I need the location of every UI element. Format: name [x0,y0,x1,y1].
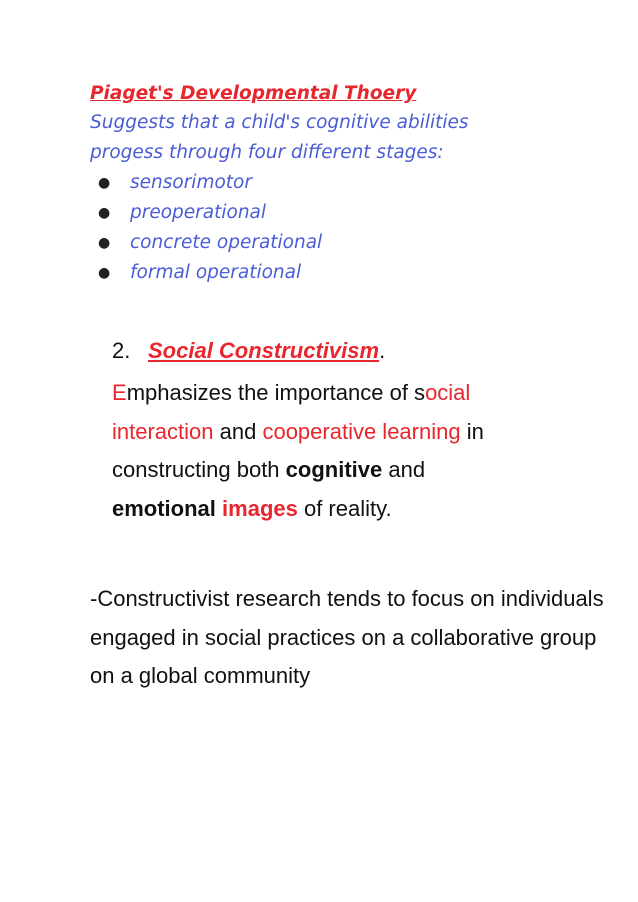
bullet-icon: ● [98,265,111,281]
section-paragraph [112,374,582,528]
list-item [90,258,610,288]
stages-list [90,168,610,288]
list-item [90,168,610,198]
bullet-icon: ● [98,235,111,251]
section-title: Social Constructivism [148,338,380,363]
text-run: images [222,495,298,521]
piaget-intro-line-2: progess through four different stages: [90,142,444,163]
text-run: and [213,418,263,444]
text-run: emotional [112,495,216,521]
text-run: and [382,457,426,482]
section-number: 2. [112,338,131,363]
piaget-title: Piaget's Developmental Thoery [90,83,417,104]
piaget-section [90,80,610,288]
stage-label: concrete operational [130,232,323,253]
social-constructivism-section [112,330,582,528]
section-heading [112,330,582,372]
text-run: interaction [112,418,214,444]
list-item [90,228,610,258]
stage-label: sensorimotor [130,172,252,193]
text-run: cognitive [285,457,383,482]
text-run: cooperative learning [262,418,461,444]
bullet-icon: ● [98,205,111,221]
piaget-intro-line-1: Suggests that a child's cognitive abilities [90,112,469,133]
text-run: constructing both [112,457,286,482]
piaget-intro [90,108,610,168]
heading-period: . [379,338,386,363]
text-run: in [460,418,484,444]
text-run: mphasizes the importance of s [126,380,426,405]
bullet-icon: ● [98,175,111,191]
text-run: ocial [425,380,471,405]
text-run: of reality. [297,495,392,521]
list-item [90,198,610,228]
stage-label: formal operational [130,262,302,283]
text-run: E [112,380,127,405]
stage-label: preoperational [130,202,267,223]
research-paragraph: -Constructivist research tends to focus on individuals engaged in social practices on a collaborative group on a global community [90,586,604,688]
